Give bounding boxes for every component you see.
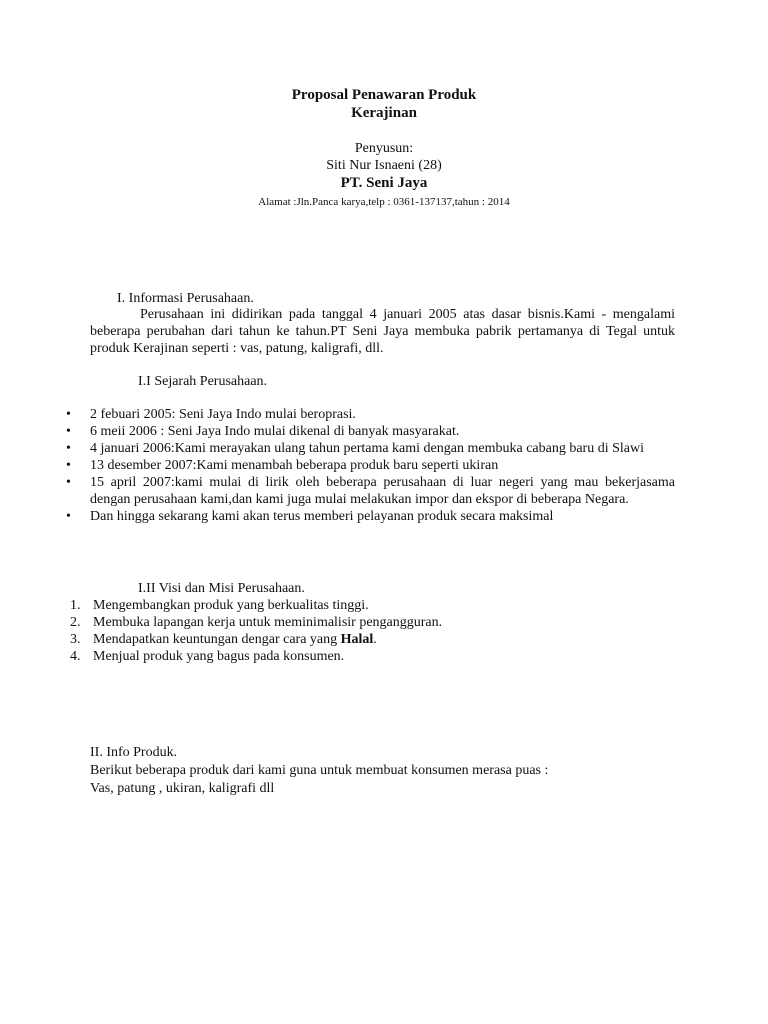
vision-mission-list	[70, 597, 675, 665]
vision-item-text: Menjual produk yang bagus pada konsumen.	[93, 649, 345, 664]
bullet-icon: •	[66, 509, 71, 524]
list-number: 2.	[70, 615, 81, 630]
list-number: 1.	[70, 598, 81, 613]
bullet-icon: •	[66, 424, 71, 439]
history-item	[66, 406, 675, 423]
vision-item-punctuation: .	[373, 632, 377, 647]
vision-item	[70, 648, 675, 665]
history-list	[66, 406, 675, 525]
company-address: Alamat :Jln.Panca karya,telp : 0361-137137,tahun : 2014	[258, 196, 510, 208]
product-description: Berikut beberapa produk dari kami guna untuk membuat konsumen merasa puas :	[90, 763, 549, 778]
vision-item-text: Mengembangkan produk yang berkualitas tinggi.	[93, 598, 369, 613]
bullet-icon: •	[66, 475, 71, 490]
history-item-text: Dan hingga sekarang kami akan terus memberi pelayanan produk secara maksimal	[90, 509, 554, 524]
vision-item	[70, 631, 675, 648]
vision-item-text: Mendapatkan keuntungan dengar cara yang	[93, 632, 341, 647]
document-subtitle: Kerajinan	[351, 105, 417, 121]
history-item-text: 15 april 2007:kami mulai di lirik oleh beberapa perusahaan di luar negeri yang mau bekerjasama dengan perusahaan kami,dan kami juga mulai melakukan impor dan ekspor di beberapa Negara.	[90, 475, 675, 507]
company-info-paragraph: Perusahaan ini didirikan pada tanggal 4 januari 2005 atas dasar bisnis.Kami - mengalami beberapa perubahan dari tahun ke tahun.PT Seni Jaya membuka pabrik pertamanya di Tegal untuk produk Kerajinan seperti : vas, patung, kaligrafi, dll.	[90, 307, 675, 356]
list-number: 4.	[70, 649, 81, 664]
section-heading-history: I.I Sejarah Perusahaan.	[138, 374, 268, 389]
document-title: Proposal Penawaran Produk	[291, 87, 477, 103]
vision-item	[70, 614, 675, 631]
product-list: Vas, patung , ukiran, kaligrafi dll	[90, 781, 275, 796]
history-item-text: 6 meii 2006 : Seni Jaya Indo mulai dikenal di banyak masyarakat.	[90, 424, 460, 439]
author-name: Siti Nur Isnaeni (28)	[326, 158, 442, 173]
history-item	[66, 457, 675, 474]
history-item	[66, 508, 675, 525]
history-item	[66, 423, 675, 440]
history-item	[66, 440, 675, 457]
vision-item-text: Membuka lapangan kerja untuk meminimalisir pengangguran.	[93, 615, 443, 630]
history-item-text: 4 januari 2006:Kami merayakan ulang tahun pertama kami dengan membuka cabang baru di Slawi	[90, 441, 644, 456]
author-label: Penyusun:	[354, 141, 414, 156]
emphasis-halal: Halal	[340, 632, 374, 647]
section-heading-product-info: II. Info Produk.	[90, 745, 178, 760]
bullet-icon: •	[66, 441, 71, 456]
history-item-text: 2 febuari 2005: Seni Jaya Indo mulai beroprasi.	[90, 407, 356, 422]
vision-item	[70, 597, 675, 614]
list-number: 3.	[70, 632, 81, 647]
bullet-icon: •	[66, 458, 71, 473]
section-heading-vision-mission: I.II Visi dan Misi Perusahaan.	[138, 581, 305, 596]
company-name: PT. Seni Jaya	[340, 175, 428, 191]
history-item	[66, 474, 675, 508]
section-heading-company-info: I. Informasi Perusahaan.	[117, 291, 254, 306]
bullet-icon: •	[66, 407, 71, 422]
history-item-text: 13 desember 2007:Kami menambah beberapa produk baru seperti ukiran	[90, 458, 499, 473]
